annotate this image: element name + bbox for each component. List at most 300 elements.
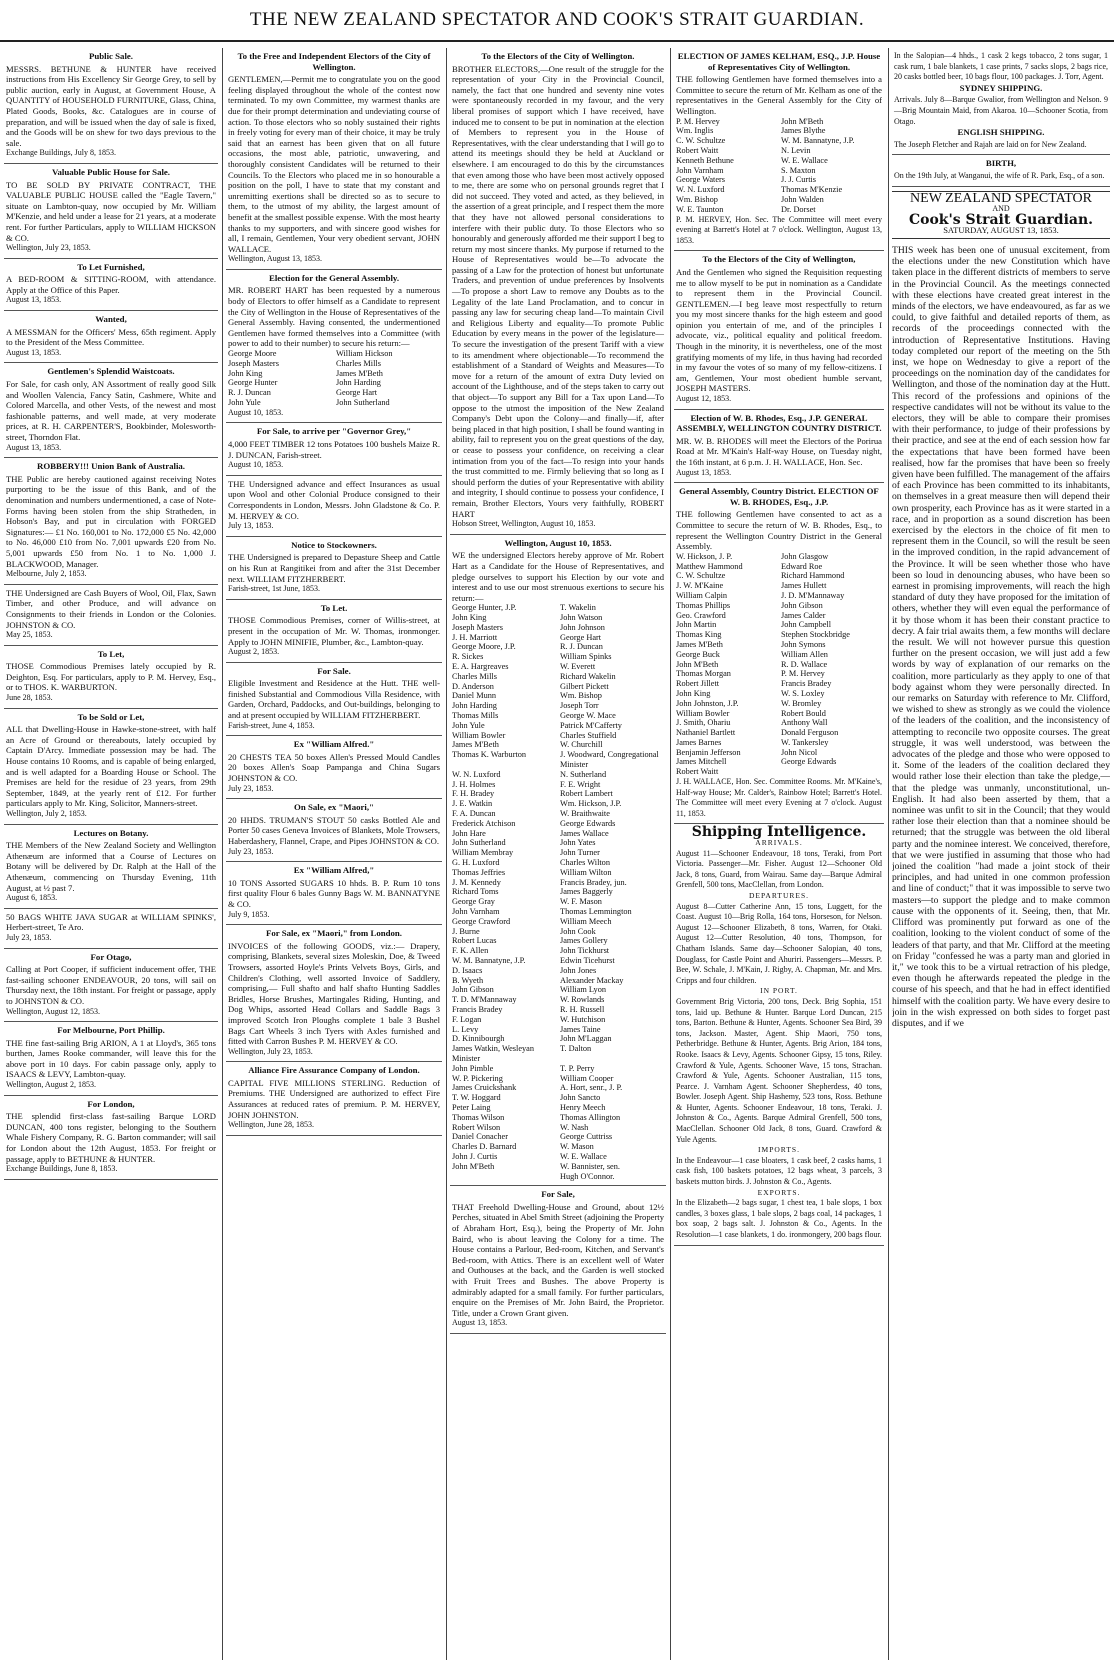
name-entry: W. Rowlands xyxy=(560,995,605,1005)
name-entry: James Wallace xyxy=(560,828,609,838)
name-entry: W. Bannister, sen. xyxy=(560,1161,620,1171)
name-entry: C. W. Schultze xyxy=(676,136,726,146)
name-entry: Joseph Masters xyxy=(228,358,279,368)
name-entry: William Bowler xyxy=(452,730,506,740)
name-entry: J. H. Marriott xyxy=(452,632,498,642)
ad-dateline: Melbourne, July 2, 1853. xyxy=(6,569,87,579)
ad-heading: Alliance Fire Assurance Company of London. xyxy=(248,1065,420,1076)
advertisement xyxy=(226,270,442,424)
name-entry: John Tickhurst xyxy=(560,946,610,956)
name-entry: William Cooper xyxy=(560,1073,614,1083)
name-entry: John Gibson xyxy=(452,985,494,995)
name-entry: Stephen Stockbridge xyxy=(781,630,850,640)
name-entry: George Moore, J.P. xyxy=(452,642,516,652)
ad-body: A BED-ROOM & SITTING-ROOM, with attendance. Apply at the Office of this Paper. xyxy=(6,274,216,295)
name-entry: James M'Beth xyxy=(452,740,499,750)
birth-heading: BIRTH, xyxy=(985,158,1017,169)
ad-body: 50 BAGS WHITE JAVA SUGAR at WILLIAM SPINKS', Herbert-street, Te Aro. xyxy=(6,911,216,933)
name-entry: J. Burne xyxy=(452,926,480,936)
name-entry: George Hart xyxy=(560,632,602,642)
ad-body: THE fine fast-sailing Brig ARION, A 1 at Lloyd's, 365 tons burthen, James Rooke commander, will leave this for the above port in 10 days. For cabin passage only, apply to ISAACS & LEVY, Lambton-quay. xyxy=(6,1037,216,1080)
ad-dateline: Wellington, July 2, 1853. xyxy=(6,809,87,818)
paper-and: AND xyxy=(992,204,1010,214)
ad-body: CAPITAL FIVE MILLIONS STERLING. Reduction of Premiums. THE Undersigned are authorized to effect Fire Assurances at reduced rates of premium. P. M. HERVEY, JOHN JOHNSTON. xyxy=(228,1077,440,1120)
ad-heading: ELECTION OF JAMES KELHAM, ESQ., J.P. House of Representatives City of Wellington. xyxy=(677,51,881,72)
name-entry: John Varnham xyxy=(452,906,500,916)
ad-body: ALL that Dwelling-House in Hawke-stone-street, with half an Acre of Ground or thereabouts, lately occupied by Captain D'Arcy. Immediate possession may be had. The House contains 10 Rooms, and is capable of being enlarged, and is well adapted for a Boarding House or School. The Premises are held for the residue of 23 years, from 29th September, 1849, at the yearly rent of £12. For further particulars apply to Mr. King, Solicitor, Manners-street. xyxy=(6,724,216,809)
name-entry: W. Bromley xyxy=(781,698,822,708)
imports-heading: IMPORTS. xyxy=(758,1145,800,1155)
ad-dateline: August 10, 1853. xyxy=(228,407,284,417)
name-entry: James Cruickshank xyxy=(452,1083,517,1093)
name-list xyxy=(676,117,882,215)
name-entry: Richard Hammond xyxy=(781,571,845,581)
advertisement xyxy=(4,646,218,709)
name-entry: Nathaniel Bartlett xyxy=(676,728,736,738)
name-entry: John Hare xyxy=(452,828,486,838)
name-entry: Hugh O'Connor. xyxy=(560,1171,615,1181)
ad-heading: For Melbourne, Port Phillip. xyxy=(57,1025,165,1036)
name-entry: Charles D. Barnard xyxy=(452,1142,517,1152)
name-entry: W. M. Bannatyne, J.P. xyxy=(452,955,526,965)
ad-body: THE Undersigned advance and effect Insurances as usual upon Wool and other Colonial Produce consigned to their Correspondents in London, Messrs. John Gladstone & Co. P. M. HERVEY & CO. xyxy=(228,478,440,521)
name-entry: Thomas Allington xyxy=(560,1112,621,1122)
name-entry: W. N. Luxford xyxy=(676,185,725,195)
name-entry: John Symons xyxy=(781,639,826,649)
name-entry: George Gray xyxy=(452,897,495,907)
column-rule xyxy=(888,48,889,1660)
masthead: THE NEW ZEALAND SPECTATOR AND COOK'S STRAIT GUARDIAN. xyxy=(0,0,1114,42)
name-entry: John Nicol xyxy=(781,747,818,757)
ad-dateline: August 12, 1853. xyxy=(676,394,732,404)
ad-dateline: Wellington, August 13, 1853. xyxy=(228,254,323,264)
ad-heading: Wellington, August 10, 1853. xyxy=(504,537,612,548)
name-entry: George Edwards xyxy=(560,818,616,828)
ad-dateline: July 23, 1853. xyxy=(6,932,52,942)
imports-text: In the Endeavour—1 case bloaters, 1 cask beef, 2 casks hams, 1 cask fish, 100 baskets potatoes, 12 bags wheat, 3 parcels, 3 baskets mutton birds. J. Johnston & Co., Agents. xyxy=(676,1155,882,1187)
ad-dateline: Farish-street, 1st June, 1853. xyxy=(228,584,320,594)
name-entry: Robert Lucas xyxy=(452,936,497,946)
ad-heading: To the Free and Independent Electors of the City of Wellington. xyxy=(237,51,431,72)
ad-heading: For Otago, xyxy=(90,951,132,962)
advertisement xyxy=(226,423,442,475)
name-entry: Robert Waitt xyxy=(676,767,719,777)
exports-text: In the Elizabeth—2 bags sugar, 1 chest tea, 1 bale slops, 1 box candles, 3 boxes glass, 1 bale slops, 2 bags coal, 14 packages, 1 box soap, 2 bags salt. J. Johnston & Co., Agents. In the Resolution—1 case blankets, 1 do. ironmongery, 200 bags flour. xyxy=(676,1198,882,1240)
name-entry: T. D. M'Mannaway xyxy=(452,995,517,1005)
ad-body: Calling at Port Cooper, if sufficient inducement offer, THE fast-sailing schooner ENDEAVOUR, 20 tons, will sail on Thursday next, the 18th instant. For freight or passage, apply to JOHNSTON & CO. xyxy=(6,964,216,1006)
name-entry: Frederick Atchison xyxy=(452,818,516,828)
name-entry: Peter Laing xyxy=(452,1102,491,1112)
ad-dateline: Wellington, August 12, 1853. xyxy=(6,1006,101,1016)
salopian-cargo: In the Salopian—4 hhds., 1 cask 2 kegs tobacco, 2 tons sugar, 1 cask rum, 1 bale blankets, 1 case prints, 7 sacks slops, 2 bags rice, 20 casks bottled beer, 10 bags flour, 100 packages. J. Torr, Agent. xyxy=(894,51,1108,82)
ad-heading: ROBBERY!!! Union Bank of Australia. xyxy=(36,461,186,472)
column-2 xyxy=(226,48,442,1660)
name-entry: Matthew Hammond xyxy=(676,561,743,571)
name-entry: George Buck xyxy=(676,649,720,659)
ad-heading: For Sale, ex "Maori," from London. xyxy=(265,928,402,939)
name-entry: John J. Curtis xyxy=(452,1151,498,1161)
name-entry: W. N. Luxford xyxy=(452,769,501,779)
name-entry: Edward Roe xyxy=(781,561,823,571)
advertisement xyxy=(226,925,442,1062)
ad-body: For Sale, for cash only, AN Assortment of really good Silk and Woollen Valencia, Fancy Satin, Cashmere, White and Colored Marcella, and other Vests, of the newest and most fashionable patterns, and well made, at very moderate prices, at R. H. CARPENTER'S, Bookbinder, Molesworth-street, Thorndon Flat. xyxy=(6,379,216,442)
name-entry: James Blythe xyxy=(781,126,826,136)
shipping-intelligence xyxy=(674,824,884,1245)
ad-dateline: August 13, 1853. xyxy=(676,467,732,477)
ad-body: TO BE SOLD BY PRIVATE CONTRACT, THE VALUABLE PUBLIC HOUSE called the "Eagle Tavern," situate on Lambton-quay, now occupied by Mr. William M'Kenzie, and held under a lease for 21 years, at a moderate rent. For further Particulars, apply to WILLIAM HICKSON & CO. xyxy=(6,179,216,243)
name-entry: Wm. Hickson, J.P. xyxy=(560,799,622,809)
ad-body: MESSRS. BETHUNE & HUNTER have received instructions from His Excellency Sir George Grey, to sell by public auction, early in August, at Government House, A QUANTITY of HOUSEHOLD FURNITURE, Glass, China, Plated Goods, Books, &c. Catalogues are in course of preparation, and will be issued when the day of sale is fixed, and the Goods will be on shew for two days previous to the sale. xyxy=(6,63,216,148)
name-entry: George W. Mace xyxy=(560,711,616,721)
ad-dateline: J. H. WALLACE, Hon. Sec. Committee Rooms. Mr. M'Kaine's, Half-way House; Mr. Calder's, Rainbow Hotel; Barrett's Hotel. The Committee will meet every Evening at 7 o'clock. August 11, 1853. xyxy=(676,777,882,818)
ad-heading: Wanted, xyxy=(95,314,127,325)
ad-dateline: May 25, 1853. xyxy=(6,630,53,640)
name-entry: Patrick M'Cafferty xyxy=(560,720,622,730)
name-entry: Edwin Ticehurst xyxy=(560,955,615,965)
name-entry: John King xyxy=(452,613,487,623)
ad-body: MR. ROBERT HART has been requested by a numerous body of Electors to offer himself as a Candidate to represent the City of Wellington in the House of Representatives of the General Assembly. Having consented, the undermentioned Gentlemen have formed themselves into a Committee (with power to add to their number) to secure his return:— xyxy=(228,285,440,349)
name-entry: John M'Beth xyxy=(676,659,719,669)
ad-heading: General Assembly, Country District. ELECTION OF W. B. RHODES, Esq., J.P. xyxy=(679,486,879,507)
name-entry: W. Nash xyxy=(560,1122,589,1132)
name-entry: D. Kinnibourgh xyxy=(452,1034,505,1044)
name-entry: John King xyxy=(676,688,711,698)
ad-body: INVOICES of the following GOODS, viz.:— Drapery, comprising, Blankets, several sizes Moleskin, Doe, & Tweed Trowsers, assorted Hoyle's Prints Velvets Boys, Girls, and Children's Clothing, well assorted Invoice of Saddlery, comprising,— Full shafto and half shafto Hunting Saddles Bridles, Horse Brushes, Martingales Riding, Hunting, and Dog Whips, assorted Head Collars and Saddle Bags 3 improved Scotch Iron Ploughs complete 1 bale 3 Bushel Bags Cart Wheels 3 inch Tyers with Axles furnished and fitted with Carron Bushes P. M. HERVEY & CO. xyxy=(228,940,440,1047)
name-entry: W. E. Wallace xyxy=(781,155,828,165)
name-entry: Thomas M'Kenzie xyxy=(781,185,843,195)
ad-heading: For Sale. xyxy=(317,665,351,676)
ad-heading: Lectures on Botany. xyxy=(73,827,149,838)
column-1 xyxy=(4,48,218,1660)
name-entry: John Cook xyxy=(560,926,596,936)
ad-dateline: July 23, 1853. xyxy=(228,846,274,856)
name-entry: W. Hickson, J. P. xyxy=(676,551,733,561)
name-entry: George Crawford xyxy=(452,916,511,926)
ad-body: WE the undersigned Electors hereby approve of Mr. Robert Hart as a Candidate for the House of Representatives, and pledge ourselves to support his Election by our vote and interest and to use our most strenuous exertions to secure his return:— xyxy=(452,550,664,603)
name-entry: George Hunter xyxy=(228,378,278,388)
advertisement xyxy=(226,799,442,862)
ad-body: THE Members of the New Zealand Society and Wellington Athenæum are informed that a Course of Lectures on Botany will be delivered by Dr. Ralph at the Hall of the Athenæum, commencing on Thursday Evening, 11th August, at ½ past 7. xyxy=(6,840,216,893)
column-4 xyxy=(674,48,884,1660)
name-entry: William Spinks xyxy=(560,652,612,662)
name-entry: Henry Meech xyxy=(560,1102,606,1112)
name-entry: John Johnston, J.P. xyxy=(676,698,739,708)
name-entry: Charles Stuffield xyxy=(560,730,617,740)
ad-body: 10 TONS Assorted SUGARS 10 hhds. B. P. Rum 10 tons first quality Flour 6 bales Gunny Bags W. M. BANNATYNE & CO. xyxy=(228,877,440,909)
name-entry: Charles Mills xyxy=(452,671,497,681)
name-entry: John Campbell xyxy=(781,620,832,630)
ad-dateline: P. M. HERVEY, Hon. Sec. The Committee will meet every evening at Barrett's Hotel at 7 o'clock. Wellington, August 13, 1853. xyxy=(676,214,882,245)
ad-dateline: August 10, 1853. xyxy=(228,460,284,470)
ad-heading: To the Electors of the City of Wellington, xyxy=(702,254,856,265)
ad-heading: For Sale, to arrive per "Governor Grey," xyxy=(256,426,412,437)
name-entry: W. P. Pickering xyxy=(452,1073,503,1083)
name-entry: W. Hutchison xyxy=(560,1014,606,1024)
name-entry: Robert Bould xyxy=(781,708,826,718)
ad-dateline: July 9, 1853. xyxy=(228,909,270,919)
english-shipping-heading: ENGLISH SHIPPING. xyxy=(957,127,1045,138)
ad-dateline: August 6, 1853. xyxy=(6,893,58,903)
ad-heading: Valuable Public House for Sale. xyxy=(51,166,171,177)
name-entry: Thomas Jeffries xyxy=(452,867,506,877)
advertisement xyxy=(226,48,442,270)
ad-body: MR. W. B. RHODES will meet the Electors of the Porirua Road at Mr. M'Kain's Half-way House, on Tuesday night, the 16th instant, at 6 p.m. J. H. WALLACE, Hon. Sec. xyxy=(676,435,882,467)
name-entry: Francis Bradey xyxy=(452,1004,503,1014)
name-entry: George Edwards xyxy=(781,757,837,767)
name-entry: Wm. Bishop xyxy=(676,194,718,204)
departures-text: August 8—Cutter Catherine Ann, 15 tons, Luggett, for the Coast. August 10—Brig Rolla, 164 tons, Horseson, for Nelson. August 12—Schooner Elizabeth, 8 tons, Warren, for Otaki. August 12—Cutter Resolution, 40 tons, Thompson, for Chatham Islands. Same day—Schooner Salopian, 40 tons, Douglass, for Castle Point and Ahuriri. Passengers—Messrs. P. Bee, W. Schale, J. M'Kain, J. Rigby, A. Chapman, Mr. and Mrs. Cripps and four children. xyxy=(676,901,882,985)
name-entry: John M'Laggan xyxy=(560,1034,612,1044)
birth-text: On the 19th July, at Wanganui, the wife of R. Park, Esq., of a son. xyxy=(894,170,1105,180)
name-entry: J. D. M'Mannaway xyxy=(781,590,845,600)
name-entry: Charles Mills xyxy=(336,358,381,368)
name-entry: William Bowler xyxy=(676,708,730,718)
name-entry: J. E. Watkin xyxy=(452,799,493,809)
name-entry: W. S. Loxley xyxy=(781,688,825,698)
name-entry: T. Wakelin xyxy=(560,603,596,613)
english-shipping-text: The Joseph Fletcher and Rajah are laid on for New Zealand. xyxy=(894,139,1087,149)
name-entry: A. Hort, senr., J. P. xyxy=(560,1083,623,1093)
name-entry: C. W. Schultze xyxy=(676,571,726,581)
ad-dateline: August 13, 1853. xyxy=(6,347,62,357)
name-entry: John Turner xyxy=(560,848,600,858)
name-entry: Daniel Conacher xyxy=(452,1132,508,1142)
name-entry: Robert Jillett xyxy=(676,679,720,689)
name-entry: R. D. Wallace xyxy=(781,659,828,669)
name-entry: S. Maxton xyxy=(781,165,816,175)
name-entry: F. Logan xyxy=(452,1014,482,1024)
paper-title: NEW ZEALAND SPECTATOR xyxy=(910,190,1092,206)
name-entry: William Meech xyxy=(560,916,612,926)
ad-dateline: Exchange Buildings, June 8, 1853. xyxy=(6,1164,118,1174)
exports-heading: EXPORTS. xyxy=(757,1187,801,1197)
name-entry: W. M. Bannatyne, J.P. xyxy=(781,136,855,146)
name-entry: William Hickson xyxy=(336,349,393,359)
name-entry: John Varnham xyxy=(676,165,724,175)
ad-dateline: July 23, 1853. xyxy=(228,783,274,793)
name-entry: J. H. Holmes xyxy=(452,779,496,789)
name-entry: John M'Beth xyxy=(781,116,824,126)
ad-heading: For Sale, xyxy=(541,1189,575,1200)
ad-body: THAT Freehold Dwelling-House and Ground, about 12½ Perches, situated in Abel Smith Street (adjoining the Property of Abraham Hort, Esq.), being the Property of Mr. John Baird, who is about leaving the Colony for a time. The House contains a Parlour, Bed-room, Kitchen, and Servant's Bed-room, with Attics. There is an excellent well of Water and Outhouses at the back, and the Garden is well stocked with Fruit Trees and Bushes. The above Property is admirably adapted for a small family. For further particulars, enquire on the Premises of Mr. John Baird, the Proprietor. Title, under a Crown Grant given. xyxy=(452,1201,664,1318)
column-5 xyxy=(892,48,1110,1660)
sydney-shipping-heading: SYDNEY SHIPPING. xyxy=(959,82,1043,93)
ad-dateline: Exchange Buildings, July 8, 1853. xyxy=(6,148,116,158)
advertisement xyxy=(4,949,218,1023)
name-entry: W. Mason xyxy=(560,1142,594,1152)
name-entry: L. Levy xyxy=(452,1024,479,1034)
advertisement xyxy=(4,259,218,311)
name-entry: Francis Bradey, jun. xyxy=(560,877,627,887)
name-entry: James Hullett xyxy=(781,581,827,591)
ad-body: 4,000 FEET TIMBER 12 tons Potatoes 100 bushels Maize R. J. DUNCAN, Farish-street. xyxy=(228,439,440,460)
name-entry: George Cuttriss xyxy=(560,1132,613,1142)
arrivals-text: August 11—Schooner Endeavour, 18 tons, Teraki, from Port Victoria. Passenger—Mr. Fisher. August 12—Schooner Old Jack, 8 tons, Guard, from Wairau. Same day—Barque Admiral Grenfell, 500 tons, MacClellan, from London. xyxy=(676,848,882,890)
ad-body: BROTHER ELECTORS,—One result of the struggle for the representation of your City in the Provincial Council, namely, the fact that one hundred and seventy nine votes were spontaneously recorded in my favour, and the very liberal promises of support which I have received, have induced me to consent to be put in nomination at the election of Members to represent you in the House of Representatives, with the clear understanding that I will go to attend its meetings should they be held at Auckland or elsewhere. I am encouraged to do this by the circumstances that even among those who have been most actively opposed to me, there are some who on personal grounds regret that I did not succeed. They voted and acted, as they believed, in the assertion of a great principle, and I respect them the more that they have not allowed personal considerations to interfere with their public duty. To those Electors who so honourably and generously afforded me their support I beg to return my most sincere thanks. My purpose if returned to the House of Representatives would be—To advocate the passing of a Law for the protection of honest but unfortunate Traders, and prevention of undue preferences by Insolvents—To propose a short Law to remove any Doubts as to the Legality of the late Land Proclamation, and to concur in passing any law for securing cheap land—To maintain Civil and Religious Liberty and equality—To promote Public Education by every means in the power of the legislature—To secure the investigation of the present Tariff with a view to its amendment where objectionable—To recommend the establishment of a Standard of Weights and Measures—To move for a return of the amount of extra Duty levied on account of the Lighthouse, and of the steps taken to carry out that object—To support any Bill for a Tax upon Land—To oppose to the utmost the imposition of the New Zealand Company's Debt upon the Colony—and finally—if, after being placed in that high position, I shall be found wanting in ability, fail to represent you on the great questions of the day, or cease to possess your confidence, on receiving a clear intimation from you of the fact—To resign into your hands the trust committed to me. Firmly believing that so long as I should perform the duties of your Representative with ability and integrity, I should continue to possess your confidence, I remain, Brother Electors, Yours very faithfully, ROBERT HART xyxy=(452,63,664,519)
name-entry: N. Sutherland xyxy=(560,769,607,779)
name-list xyxy=(228,349,440,408)
paper-date: SATURDAY, AUGUST 13, 1853. xyxy=(943,225,1059,236)
ad-heading: To Let, xyxy=(97,648,125,659)
shipping-title: Shipping Intelligence. xyxy=(691,824,867,841)
ad-body: GENTLEMEN,—Permit me to congratulate you on the good feeling displayed throughout the whole of the contest now terminated. To my own Committee, my warmest thanks are due for their prompt determination and undeviating course of action. To those electors who so nobly sustained their rights in freely voting for every man of their choice, it may be truly said that an earnest has been given that on all future occasions, the most able, patriotic, unwavering, and thoroughly consistent Candidates will be returned to their Councils. To the Electors who placed me in so honourable a position on the poll, I have to state that my constant and unremitting exertions shall be directed so as to secure to them, to the utmost of my ability, the largest amount of benefit at the smallest possible expense. With the most hearty thanks to my supporters, and with sincere good wishes for all, I remain, Gentlemen, Your very obedient servant, JOHN WALLACE. xyxy=(228,74,440,254)
name-entry: John King xyxy=(228,368,263,378)
name-entry: Joseph Masters xyxy=(452,622,503,632)
name-entry: P. M. Hervey xyxy=(781,669,825,679)
ad-heading: On Sale, ex "Maori," xyxy=(294,802,374,813)
name-entry xyxy=(452,1172,556,1182)
ad-heading: Public Sale. xyxy=(89,51,133,61)
name-entry: Joseph Torr xyxy=(560,701,599,711)
name-entry: F. A. Duncan xyxy=(452,809,496,819)
name-entry: Alexander Mackay xyxy=(560,975,624,985)
advertisement xyxy=(4,164,218,259)
name-entry: John Sancto xyxy=(560,1093,601,1103)
name-entry: J. M. Kennedy xyxy=(452,877,501,887)
name-entry: Thomas Lemmington xyxy=(560,906,632,916)
name-entry: Thomas K. Warburton xyxy=(452,750,527,760)
ad-body: THOSE Commodious Premises lately occupied by R. Deighton, Esq. For particulars, apply to P. M. Hervey, Esq., or to THOS. K. WARBURTON. xyxy=(6,661,216,693)
advertisement xyxy=(674,483,884,824)
name-entry: John Yates xyxy=(560,838,596,848)
advertisement xyxy=(4,1096,218,1180)
ad-heading: Gentlemen's Splendid Waistcoats. xyxy=(47,366,175,377)
column-rule xyxy=(222,48,223,1660)
birth-notice xyxy=(892,155,1110,186)
name-entry: Anthony Wall xyxy=(781,718,828,728)
name-entry: James Mitchell xyxy=(676,757,727,767)
name-entry: John Harding xyxy=(452,701,497,711)
name-entry: James Gollery xyxy=(560,936,608,946)
advertisement xyxy=(226,600,442,663)
name-entry: T. P. Perry xyxy=(560,1063,595,1073)
advertisement xyxy=(674,251,884,409)
name-entry: Geo. Crawford xyxy=(676,610,726,620)
ad-heading: Ex "William Alfred." xyxy=(293,739,375,750)
advertisement xyxy=(226,476,442,537)
name-entry: Francis Bradey xyxy=(781,679,832,689)
name-entry: John Johnson xyxy=(560,622,605,632)
name-entry: George Hart xyxy=(336,388,378,398)
name-entry: James M'Beth xyxy=(676,639,723,649)
shipping-continued xyxy=(892,48,1110,155)
name-entry: John Harding xyxy=(336,378,381,388)
ad-dateline: August 13, 1853. xyxy=(6,442,62,452)
name-entry: Donald Ferguson xyxy=(781,728,839,738)
advertisement xyxy=(4,311,218,363)
name-entry: W. Everett xyxy=(560,662,596,672)
name-entry: J. Woodward, Congregational Minister xyxy=(560,750,659,770)
name-entry: J. W. M'Kaine xyxy=(676,581,724,591)
ad-body: 20 CHESTS TEA 50 boxes Allen's Pressed Mould Candles 20 boxes Allen's Soap Pampanga and China Sugars JOHNSTON & CO. xyxy=(228,751,440,784)
name-entry: F. K. Allen xyxy=(452,946,489,956)
name-entry: James Watkin, Wesleyan Minister xyxy=(452,1044,535,1063)
name-list xyxy=(676,552,882,777)
name-entry: Thomas Mills xyxy=(452,711,499,721)
ad-heading: Election for the General Assembly. xyxy=(268,272,400,283)
name-entry: Thomas Wilson xyxy=(452,1112,505,1122)
name-entry: William Allen xyxy=(781,649,828,659)
advertisement xyxy=(674,410,884,484)
ad-heading: Notice to Stockowners. xyxy=(291,539,377,550)
ad-dateline: August 13, 1853. xyxy=(6,295,62,305)
column-3 xyxy=(450,48,666,1660)
name-entry: Wm. Bishop xyxy=(560,691,602,701)
name-entry: John Martin xyxy=(676,620,717,630)
advertisement xyxy=(226,862,442,925)
name-entry: Thomas King xyxy=(676,630,722,640)
name-entry: Benjamin Jefferson xyxy=(676,747,741,757)
ad-dateline: Hobson Street, Wellington, August 10, 1853. xyxy=(452,519,596,529)
advertisement xyxy=(226,663,442,737)
name-entry: Richard Wakelin xyxy=(560,671,616,681)
ad-body: A MESSMAN for the Officers' Mess, 65th regiment. Apply to the President of the Mess Committee. xyxy=(6,326,216,348)
advertisement xyxy=(450,535,666,1187)
name-entry: J. Smith, Ohariu xyxy=(676,718,731,728)
advertisement xyxy=(450,1186,666,1334)
column-rule xyxy=(446,48,447,1660)
name-entry: Richard Toms xyxy=(452,887,499,897)
arrivals-heading: ARRIVALS. xyxy=(755,838,803,848)
ad-heading: To the Electors of the City of Wellington. xyxy=(481,51,635,61)
name-entry: B. Wyeth xyxy=(452,975,484,985)
name-entry: John Sutherland xyxy=(452,838,506,848)
name-entry: Charles Wilton xyxy=(560,858,610,867)
departures-heading: DEPARTURES. xyxy=(748,891,810,901)
ad-dateline: Wellington, August 2, 1853. xyxy=(6,1080,97,1090)
name-entry: D. Isaacs xyxy=(452,965,483,975)
ad-dateline: August 13, 1853. xyxy=(452,1318,508,1328)
name-entry: John Gibson xyxy=(781,600,823,610)
name-entry: William Lyon xyxy=(560,985,606,995)
paper-title-block xyxy=(892,191,1110,239)
ad-body: THE following Gentlemen have consented to act as a Committee to secure the return of W. B. Rhodes, Esq., to represent the Wellington Country District in the General Assembly. xyxy=(676,509,882,552)
sydney-shipping-text: Arrivals. July 8—Barque Gwalior, from Wellington and Nelson. 9—Brig Mountain Maid, from Akaroa. 10—Schooner Scotia, from Otago. xyxy=(894,95,1108,126)
advertisement xyxy=(4,709,218,825)
advertisement xyxy=(4,909,218,949)
name-entry: William Membray xyxy=(452,848,514,858)
name-entry: N. Levin xyxy=(781,145,811,155)
ad-dateline: Wellington, July 23, 1853. xyxy=(228,1046,313,1056)
ad-dateline: Wellington, July 23, 1853. xyxy=(6,243,91,253)
name-entry: Robert Waitt xyxy=(676,145,719,155)
ad-body: And the Gentlemen who signed the Requisition requesting me to allow myself to be put in nomination as a Candidate to represent them in the Provincial Council. GENTLEMEN.—I beg leave most respectfully to return you my most sincere thanks for the high esteem and good opinion you entertain of me, and of the principles I advocate, viz., political equality and political freedom. Though in the minority, it is nevertheless, one of the most gratifying moments of my life, in thus having had recorded in my favour the votes of so many of my fellow-citizens. I am, Gentlemen, Your most obedient humble servant, JOSEPH MASTERS. xyxy=(676,266,882,394)
name-entry: George Waters xyxy=(676,175,726,185)
name-entry: William Calpin xyxy=(676,590,728,600)
name-entry: Thomas Morgan xyxy=(676,669,731,679)
ad-body: THE following Gentlemen have formed themselves into a Committee to secure the return of Mr. Kelham as one of the representatives in the General Assembly for the City of Wellington. xyxy=(676,74,882,116)
editorial-text: THIS week has been one of unusual excitement, from the elections under the new Constitution which have taken place in the different districts of members to serve in the Provincial Council. As the meetings connected with these elections have created great interest in the minds of the electors, we have endeavoured, as far as we could, to give faithful and detailed reports of them, as records of the proceedings connected with the introduction of Representative Institutions. Having today completed our report of the meeting on the 5th inst, we hope on Wednesday to give a report of the proceedings on the nomination day of the candidates for Wellington, and those of the nomination day at the Hutt. This record of the professions and opinions of the respective candidates will not be without its value to the electors, they will be able to compare their promises with their performance, to judge of their professions by their practice, and see at the end of each session how far the expectations that have been formed have been realised, how far the promises that have been so freely given have been fulfilled. The management of the affairs of each Province has been committed to its inhabitants, on themselves in a great measure then will depend their own prosperity, each Province has as it were started in a race, and in proportion as a sound discretion has been exercised by the electors in the choice of fit men to represent them in the Council, so will the result be seen in the improved condition, in the rapid advancement of the Province. It will be seen whether those who have been so loud in denouncing abuses, who have been so earnest in promising improvements, will reach the high standard of duty they have proposed for the imitation of others, whether they will even equal the performance of it by those whom it has been their constant practice to decry. A fair trial awaits them, a few months will declare the result. We will not however pursue this question further on the present occasion, we will just add a few words by way of explanation of our remarks on the coalition, more particularly as they apply to one of that body against whom they were personally directed. In our remarks on Saturday with reference to Mr. Clifford, we wished to shew as strongly as we could the violence of the leaders of the coalition, and the inconsistency of attempting to reconcile two opposite courses. The great struggle, it was well understood, was between the advocates of the pledge and those who were opposed to it. Some of the leaders of the coalition declared they would rather lose their election than take the pledge,—that the pledge was unmanly, unconstitutional, un-English. It had also been asserted by them, that a nominee was unfit to sit in the Council; that they would rather lose their election than that a nominee should be returned; that the struggle was between the old liberal party and the nominee interest. We conceived, therefore, that we were justified in assuming that those who had joined the coalition "had made a joint stock of their principles, and had united in one common profession and line of conduct;" that it was impossible to serve two masters—to support the pledge and to make common cause with the opponents of it. Seeing, then, that Mr. Clifford was prominently put forward as one of the coalition, looking to the violent conduct of some of the leaders of that party, and that Mr. Clifford at the meeting on Friday "confessed he was a party man and gloried in it," we took this to be a virtual retraction of his pledge, even though he afterwards repeated the pledge in the course of his speech, and that he had in effect identified himself with the coalition party. We have every desire to join in the wish expressed on both sides to forget past disputes, and if we xyxy=(892,244,1110,1029)
name-entry: P. M. Hervey xyxy=(676,116,720,126)
name-entry: Thomas Phillips xyxy=(676,600,731,610)
inport-text: Government Brig Victoria, 200 tons, Deck. Brig Sophia, 151 tons, laid up. Bethune & Hunter. Barque Lord Duncan, 215 tons, Barton. Bethune & Hunter, Agents. Schooner Sea Bird, 39 tons, Jackson. Master, Agent. Ship Maori, 750 tons, Petherbridge. Bethune & Hunter, Agents. Brig Arion, 184 tons, Rooke. Isaacs & Levy, Agents. Schooner Gipsy, 15 tons, Riley. Crawford & Yule, Agents. Schooner Wave, 15 tons, Strachan. Crawford & Yule, Agents. Schooner Australian, 115 tons, Pearce. J. Varnham Agent. Schooner Shepherdess, 40 tons, Bowler. Joseph Agent. Ship Hashemy, 523 tons, Ross. Bethune & Hunter, Agents. Schooner Endeavour, 18 tons, Teraki. J. Johnston & Co., Agents. Barque Admiral Grenfell, 500 tons, MacClellan. Schooner Old Jack, 8 tons, Guard. Crawford & Yule Agents. xyxy=(676,996,882,1144)
ad-body: THE Public are hereby cautioned against receiving Notes purporting to be the issue of this Bank, and of the denomination and numbers undermentioned, a case of Note-Forms having been stolen from the ship Stratheden, in Hobson's Bay, and put in circulation with FORGED Signatures:— £1 No. 160,001 to No. 172,000 £5 No. 42,000 to No. 46,000 £10 from No. 7,001 upwards £20 from No. 5,001 upwards £50 from No. 1 to No. 1,000 J. BLACKWOOD, Manager. xyxy=(6,473,216,569)
name-entry: R. J. Duncan xyxy=(228,388,271,398)
ad-heading: To Let Furnished, xyxy=(77,261,145,272)
name-entry: James Calder xyxy=(781,610,826,620)
name-entry: John Walden xyxy=(781,194,824,204)
ad-dateline: June 28, 1853. xyxy=(6,693,53,703)
name-entry: W. Tankersley xyxy=(781,737,829,747)
ad-heading: To be Sold or Let, xyxy=(77,711,145,722)
advertisement xyxy=(674,48,884,251)
ad-body: THE splendid first-class fast-sailing Barque LORD DUNCAN, 400 tons register, belonging to the Southern Whale Fishery Company, R. G. Barton commander; will sail for London about the 12th August, 1853. For freight or passage, apply to BETHUNE & HUNTER. xyxy=(6,1111,216,1164)
ad-body: 20 HHDS. TRUMAN'S STOUT 50 casks Bottled Ale and Porter 50 cases Geneva Invoices of Blankets, Mole Trowsers, Haberdashery, Flannel, Crape, and Pipes JOHNSTON & CO. xyxy=(228,814,440,846)
ad-body: THOSE Commodious Premises, corner of Willis-street, at present in the occupation of Mr. W. Thomas, ironmonger. Apply to JOHN MINIFIE, Plumber, &c., Lambton-quay. xyxy=(228,615,440,647)
name-entry: William Wilton xyxy=(560,867,612,877)
advertisement xyxy=(4,825,218,909)
name-entry: James Baggerly xyxy=(560,887,613,897)
